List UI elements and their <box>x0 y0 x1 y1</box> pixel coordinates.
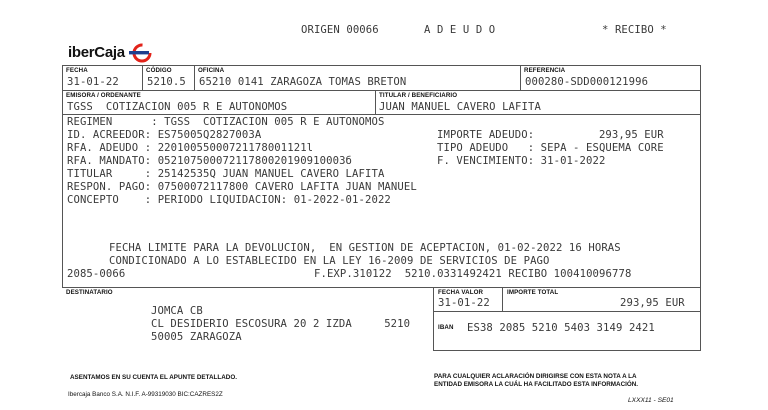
body-line-acreedor: ID. ACREEDOR: ES75005Q2827003A <box>67 129 262 141</box>
dest-name: JOMCA CB <box>151 305 203 317</box>
tipo-adeudo: TIPO ADEUDO : SEPA - ESQUEMA CORE <box>437 142 664 154</box>
f-vencimiento: F. VENCIMIENTO: 31-01-2022 <box>437 155 606 167</box>
body-line-rfa-adeudo: RFA. ADEUDO : 22010055000721178001121l <box>67 142 314 154</box>
logo-text: iberCaja <box>68 44 125 61</box>
emisora-label: EMISORA / ORDENANTE <box>66 92 141 99</box>
dest-city: 50005 ZARAGOZA <box>151 331 242 343</box>
referencia-value: 000280-SDD000121996 <box>525 76 649 88</box>
logo-mark-icon <box>129 41 155 63</box>
code-right: F.EXP.310122 5210.0331492421 RECIBO 100410096778 <box>314 268 632 280</box>
origen-text: ORIGEN 00066 <box>301 24 379 36</box>
body-line-concepto: CONCEPTO : PERIODO LIQUIDACION: 01-2022-01-2022 <box>67 194 391 206</box>
aclaracion-line-2: ENTIDAD EMISORA LA CUÁL HA FACILITADO ESTA INFORMACIÓN. <box>434 381 639 388</box>
dest-address: CL DESIDERIO ESCOSURA 20 2 IZDA 5210 <box>151 318 411 330</box>
oficina-value: 65210 0141 ZARAGOZA TOMAS BRETON <box>199 76 407 88</box>
oficina-label: OFICINA <box>198 67 225 74</box>
referencia-label: REFERENCIA <box>524 67 566 74</box>
body-line-regimen: REGIMEN : TGSS COTIZACION 005 R E AUTONOMOS <box>67 116 385 128</box>
ibercaja-logo <box>68 42 158 64</box>
titular-label: TITULAR / BENEFICIARIO <box>379 92 458 99</box>
titular-value: JUAN MANUEL CAVERO LAFITA <box>379 101 541 113</box>
adeudo-title: A D E U D O <box>424 24 496 36</box>
body-line-titular: TITULAR : 25142535Q JUAN MANUEL CAVERO LAFITA <box>67 168 385 180</box>
iban-label: IBAN <box>438 324 454 331</box>
body-line-respon-pago: RESPON. PAGO: 07500072117800 CAVERO LAFITA JUAN MANUEL <box>67 181 417 193</box>
fecha-valor-value: 31-01-22 <box>438 297 490 309</box>
form-code: LXXX11 - SE01 <box>628 397 674 404</box>
codigo-value: 5210.5 <box>147 76 186 88</box>
fecha-valor-label: FECHA VALOR <box>438 289 484 296</box>
iban-value: ES38 2085 5210 5403 3149 2421 <box>467 322 655 334</box>
emisora-value: TGSS COTIZACION 005 R E AUTONOMOS <box>67 101 288 113</box>
recibo-text: * RECIBO * <box>602 24 667 36</box>
code-left: 2085-0066 <box>67 268 126 280</box>
asentamos-text: ASENTAMOS EN SU CUENTA EL APUNTE DETALLADO. <box>70 374 237 381</box>
codigo-label: CÓDIGO <box>146 67 172 74</box>
body-line-rfa-mandato: RFA. MANDATO: 05210750007211780020190910003б <box>67 155 353 167</box>
importe-total-value: 293,95 EUR <box>620 297 685 309</box>
fecha-value: 31-01-22 <box>67 76 119 88</box>
notice-line-1: FECHA LIMITE PARA LA DEVOLUCION, EN GESTION DE ACEPTACION, 01-02-2022 16 HORAS <box>109 242 621 254</box>
aclaracion-line-1: PARA CUALQUIER ACLARACIÓN DIRIGIRSE CON ESTA NOTA A LA <box>434 373 637 380</box>
bank-info: Ibercaja Banco S.A. N.I.F. A-99319030 BIC:CAZRES2Z <box>68 391 223 398</box>
notice-line-2: CONDICIONADO A LO ESTABLECIDO EN LA LEY 16-2009 DE SERVICIOS DE PAGO <box>109 255 550 267</box>
importe-total-label: IMPORTE TOTAL <box>507 289 559 296</box>
importe-adeudo: IMPORTE ADEUDO: 293,95 EUR <box>437 129 664 141</box>
fecha-label: FECHA <box>66 67 88 74</box>
destinatario-label: DESTINATARIO <box>66 289 113 296</box>
